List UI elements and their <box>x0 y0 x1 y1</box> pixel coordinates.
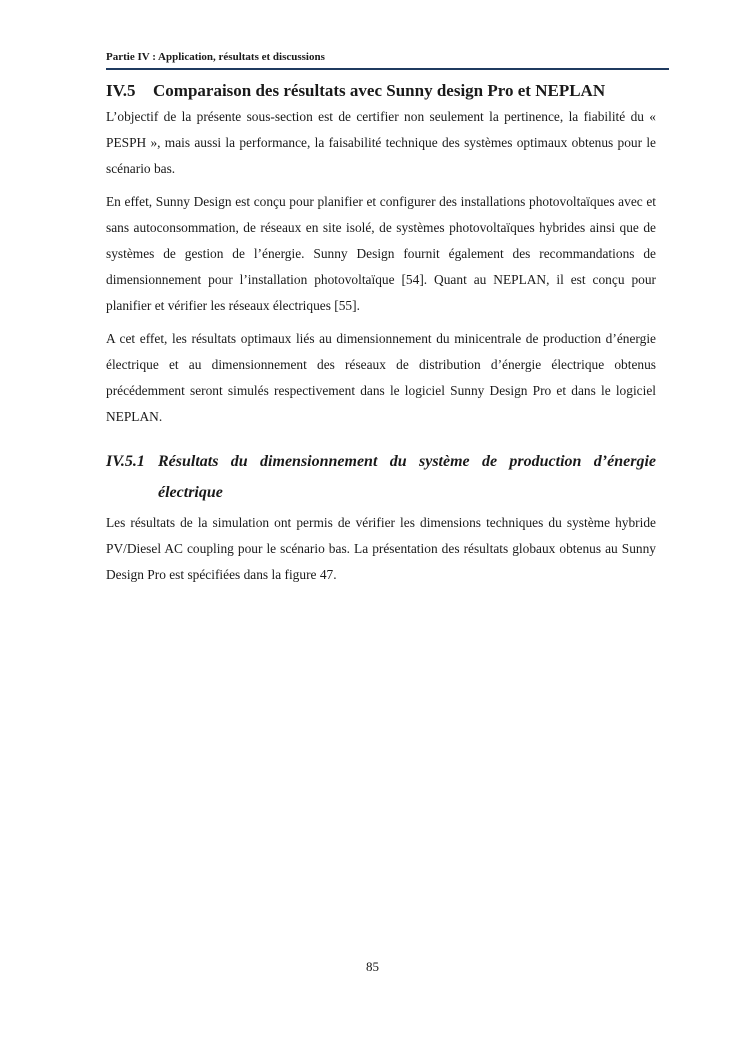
paragraph-objective: L’objectif de la présente sous-section est de certifier non seulement la pertinence, la fiabilité du « PESPH », mais aussi la performance, la faisabilité technique des systèmes optimaux obtenus pour le scénario bas. <box>106 109 656 176</box>
section-heading <box>106 78 656 104</box>
header-rule <box>106 68 669 70</box>
subsection-heading <box>106 446 656 508</box>
running-header: Partie IV : Application, résultats et discussions <box>106 51 325 63</box>
paragraph-simulation-plan: A cet effet, les résultats optimaux liés au dimensionnement du minicentrale de production d’énergie électrique et au dimensionnement des réseaux de distribution d’énergie électrique obtenus précédemment seront simulés respectivement dans le logiciel Sunny Design Pro et dans le logiciel NEPLAN. <box>106 331 656 424</box>
section-number: IV.5 <box>106 81 136 100</box>
paragraph-results: Les résultats de la simulation ont permis de vérifier les dimensions techniques du système hybride PV/Diesel AC coupling pour le scénario bas. La présentation des résultats globaux obtenus au Sunny Design Pro est spécifiées dans la figure 47. <box>106 515 656 582</box>
subsection-title: Résultats du dimensionnement du système de production d’énergie électrique <box>158 453 656 501</box>
paragraph-sunny-design: En effet, Sunny Design est conçu pour planifier et configurer des installations photovoltaïques avec et sans autoconsommation, de réseaux en site isolé, de systèmes photovoltaïques hybrides ainsi que de systèmes de gestion de l’énergie. Sunny Design fournit également des recommandations de dimensionnement pour l’installation photovoltaïque [54]. Quant au NEPLAN, il est conçu pour planifier et vérifier les réseaux électriques [55]. <box>106 194 656 313</box>
section-title: Comparaison des résultats avec Sunny design Pro et NEPLAN <box>153 81 606 100</box>
page-content <box>106 78 656 595</box>
subsection-number: IV.5.1 <box>106 453 145 470</box>
page-number: 85 <box>366 959 379 974</box>
